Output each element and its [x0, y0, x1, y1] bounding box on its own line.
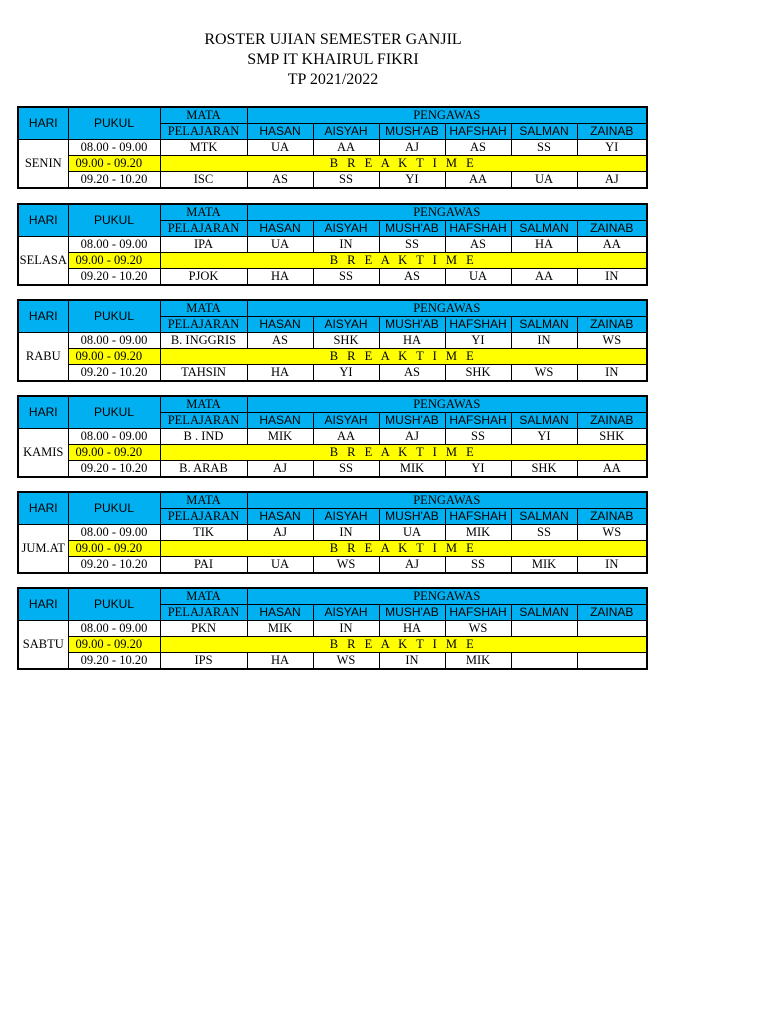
- header-hari: HARI: [18, 492, 68, 525]
- header-pukul: PUKUL: [68, 204, 160, 237]
- proctor-cell: IN: [313, 525, 379, 541]
- header-proctor-mushab: MUSH'AB: [379, 413, 445, 429]
- header-proctor-hasan: HASAN: [247, 124, 313, 140]
- proctor-cell: SS: [313, 461, 379, 478]
- break-label: B R E A K T I M E: [160, 541, 647, 557]
- header-mata: MATA: [160, 588, 247, 605]
- proctor-cell: MIK: [247, 621, 313, 637]
- proctor-cell: [511, 621, 577, 637]
- subject: TAHSIN: [160, 365, 247, 382]
- proctor-cell: AS: [445, 140, 511, 156]
- roster-table-senin: [17, 106, 648, 189]
- header-proctor-hasan: HASAN: [247, 413, 313, 429]
- header-pukul: PUKUL: [68, 107, 160, 140]
- day-name: JUM.AT: [18, 525, 68, 574]
- day-name: KAMIS: [18, 429, 68, 478]
- proctor-cell: WS: [577, 525, 647, 541]
- header-proctor-zainab: ZAINAB: [577, 413, 647, 429]
- proctor-cell: IN: [313, 621, 379, 637]
- slot-time: 09.20 - 10.20: [68, 172, 160, 189]
- proctor-cell: SS: [445, 429, 511, 445]
- roster-table-sabtu: [17, 587, 648, 670]
- header-mata: MATA: [160, 204, 247, 221]
- title-line-3: TP 2021/2022: [287, 71, 379, 88]
- break-label: B R E A K T I M E: [160, 445, 647, 461]
- header-proctor-mushab: MUSH'AB: [379, 605, 445, 621]
- proctor-cell: HA: [511, 237, 577, 253]
- subject: B. ARAB: [160, 461, 247, 478]
- header-mata: MATA: [160, 300, 247, 317]
- proctor-cell: AJ: [379, 429, 445, 445]
- slot-time: 08.00 - 09.00: [68, 140, 160, 156]
- proctor-cell: UA: [511, 172, 577, 189]
- header-pengawas: PENGAWAS: [247, 204, 647, 221]
- header-hari: HARI: [18, 396, 68, 429]
- header-pelajaran: PELAJARAN: [160, 221, 247, 237]
- header-proctor-zainab: ZAINAB: [577, 605, 647, 621]
- subject: B. INGGRIS: [160, 333, 247, 349]
- header-proctor-hafshah: HAFSHAH: [445, 509, 511, 525]
- header-pelajaran: PELAJARAN: [160, 317, 247, 333]
- proctor-cell: [511, 653, 577, 670]
- proctor-cell: HA: [379, 333, 445, 349]
- proctor-cell: AS: [247, 333, 313, 349]
- header-proctor-hafshah: HAFSHAH: [445, 317, 511, 333]
- header-proctor-aisyah: AISYAH: [313, 509, 379, 525]
- proctor-cell: AJ: [247, 461, 313, 478]
- header-proctor-aisyah: AISYAH: [313, 413, 379, 429]
- proctor-cell: MIK: [379, 461, 445, 478]
- proctor-cell: AS: [379, 365, 445, 382]
- proctor-cell: WS: [511, 365, 577, 382]
- proctor-cell: AA: [577, 461, 647, 478]
- proctor-cell: SS: [511, 140, 577, 156]
- break-time: 09.00 - 09.20: [68, 349, 160, 365]
- proctor-cell: YI: [379, 172, 445, 189]
- proctor-cell: UA: [445, 269, 511, 286]
- slot-time: 09.20 - 10.20: [68, 653, 160, 670]
- header-proctor-aisyah: AISYAH: [313, 605, 379, 621]
- break-time: 09.00 - 09.20: [68, 541, 160, 557]
- subject: PKN: [160, 621, 247, 637]
- proctor-cell: AS: [379, 269, 445, 286]
- subject: PAI: [160, 557, 247, 574]
- proctor-cell: IN: [577, 269, 647, 286]
- subject: IPS: [160, 653, 247, 670]
- header-proctor-salman: SALMAN: [511, 413, 577, 429]
- header-proctor-hafshah: HAFSHAH: [445, 413, 511, 429]
- proctor-cell: IN: [313, 237, 379, 253]
- proctor-cell: IN: [511, 333, 577, 349]
- header-proctor-salman: SALMAN: [511, 317, 577, 333]
- proctor-cell: AS: [445, 237, 511, 253]
- break-label: B R E A K T I M E: [160, 349, 647, 365]
- header-proctor-aisyah: AISYAH: [313, 221, 379, 237]
- header-proctor-aisyah: AISYAH: [313, 124, 379, 140]
- proctor-cell: MIK: [445, 525, 511, 541]
- proctor-cell: SHK: [511, 461, 577, 478]
- title-line-2: SMP IT KHAIRUL FIKRI: [247, 51, 419, 68]
- slot-time: 09.20 - 10.20: [68, 557, 160, 574]
- header-proctor-zainab: ZAINAB: [577, 221, 647, 237]
- header-proctor-hasan: HASAN: [247, 317, 313, 333]
- proctor-cell: AJ: [247, 525, 313, 541]
- proctor-cell: AA: [313, 429, 379, 445]
- header-proctor-hafshah: HAFSHAH: [445, 605, 511, 621]
- proctor-cell: SS: [313, 172, 379, 189]
- slot-time: 09.20 - 10.20: [68, 269, 160, 286]
- slot-time: 08.00 - 09.00: [68, 429, 160, 445]
- break-label: B R E A K T I M E: [160, 253, 647, 269]
- header-proctor-hafshah: HAFSHAH: [445, 124, 511, 140]
- header-proctor-zainab: ZAINAB: [577, 124, 647, 140]
- header-hari: HARI: [18, 107, 68, 140]
- proctor-cell: MIK: [511, 557, 577, 574]
- day-name: RABU: [18, 333, 68, 382]
- break-time: 09.00 - 09.20: [68, 445, 160, 461]
- proctor-cell: YI: [445, 461, 511, 478]
- header-pengawas: PENGAWAS: [247, 492, 647, 509]
- header-proctor-mushab: MUSH'AB: [379, 317, 445, 333]
- proctor-cell: AA: [577, 237, 647, 253]
- proctor-cell: UA: [247, 237, 313, 253]
- slot-time: 08.00 - 09.00: [68, 525, 160, 541]
- break-time: 09.00 - 09.20: [68, 253, 160, 269]
- proctor-cell: AJ: [379, 140, 445, 156]
- header-mata: MATA: [160, 396, 247, 413]
- proctor-cell: [577, 653, 647, 670]
- day-name: SENIN: [18, 140, 68, 189]
- proctor-cell: UA: [379, 525, 445, 541]
- proctor-cell: SS: [445, 557, 511, 574]
- header-pukul: PUKUL: [68, 396, 160, 429]
- header-pelajaran: PELAJARAN: [160, 509, 247, 525]
- header-pelajaran: PELAJARAN: [160, 605, 247, 621]
- header-proctor-mushab: MUSH'AB: [379, 221, 445, 237]
- proctor-cell: SHK: [577, 429, 647, 445]
- break-time: 09.00 - 09.20: [68, 156, 160, 172]
- header-pukul: PUKUL: [68, 492, 160, 525]
- proctor-cell: IN: [577, 365, 647, 382]
- proctor-cell: IN: [577, 557, 647, 574]
- subject: MTK: [160, 140, 247, 156]
- proctor-cell: UA: [247, 140, 313, 156]
- proctor-cell: [577, 621, 647, 637]
- subject: B . IND: [160, 429, 247, 445]
- header-proctor-aisyah: AISYAH: [313, 317, 379, 333]
- header-hari: HARI: [18, 204, 68, 237]
- proctor-cell: AJ: [577, 172, 647, 189]
- proctor-cell: SS: [379, 237, 445, 253]
- proctor-cell: UA: [247, 557, 313, 574]
- header-proctor-hasan: HASAN: [247, 605, 313, 621]
- proctor-cell: MIK: [247, 429, 313, 445]
- header-hari: HARI: [18, 300, 68, 333]
- header-proctor-zainab: ZAINAB: [577, 509, 647, 525]
- proctor-cell: WS: [577, 333, 647, 349]
- subject: TIK: [160, 525, 247, 541]
- title-line-1: ROSTER UJIAN SEMESTER GANJIL: [204, 31, 462, 48]
- header-mata: MATA: [160, 492, 247, 509]
- proctor-cell: YI: [511, 429, 577, 445]
- proctor-cell: SHK: [445, 365, 511, 382]
- header-proctor-zainab: ZAINAB: [577, 317, 647, 333]
- proctor-cell: WS: [445, 621, 511, 637]
- proctor-cell: MIK: [445, 653, 511, 670]
- proctor-cell: AS: [247, 172, 313, 189]
- proctor-cell: YI: [577, 140, 647, 156]
- proctor-cell: YI: [445, 333, 511, 349]
- header-hari: HARI: [18, 588, 68, 621]
- header-proctor-hafshah: HAFSHAH: [445, 221, 511, 237]
- header-pengawas: PENGAWAS: [247, 588, 647, 605]
- proctor-cell: AA: [511, 269, 577, 286]
- day-name: SELASA: [18, 237, 68, 286]
- subject: IPA: [160, 237, 247, 253]
- subject: ISC: [160, 172, 247, 189]
- header-proctor-mushab: MUSH'AB: [379, 509, 445, 525]
- proctor-cell: HA: [247, 365, 313, 382]
- proctor-cell: AA: [313, 140, 379, 156]
- header-pukul: PUKUL: [68, 300, 160, 333]
- proctor-cell: AJ: [379, 557, 445, 574]
- roster-table-jumat: [17, 491, 648, 574]
- slot-time: 09.20 - 10.20: [68, 365, 160, 382]
- slot-time: 09.20 - 10.20: [68, 461, 160, 478]
- slot-time: 08.00 - 09.00: [68, 237, 160, 253]
- header-pelajaran: PELAJARAN: [160, 413, 247, 429]
- header-pukul: PUKUL: [68, 588, 160, 621]
- proctor-cell: WS: [313, 653, 379, 670]
- proctor-cell: AA: [445, 172, 511, 189]
- document-title: [0, 30, 666, 90]
- proctor-cell: SS: [313, 269, 379, 286]
- break-label: B R E A K T I M E: [160, 637, 647, 653]
- slot-time: 08.00 - 09.00: [68, 333, 160, 349]
- header-proctor-salman: SALMAN: [511, 124, 577, 140]
- header-mata: MATA: [160, 107, 247, 124]
- header-proctor-salman: SALMAN: [511, 605, 577, 621]
- header-pelajaran: PELAJARAN: [160, 124, 247, 140]
- header-proctor-mushab: MUSH'AB: [379, 124, 445, 140]
- subject: PJOK: [160, 269, 247, 286]
- proctor-cell: HA: [247, 269, 313, 286]
- slot-time: 08.00 - 09.00: [68, 621, 160, 637]
- header-proctor-salman: SALMAN: [511, 509, 577, 525]
- proctor-cell: SHK: [313, 333, 379, 349]
- header-pengawas: PENGAWAS: [247, 396, 647, 413]
- header-proctor-salman: SALMAN: [511, 221, 577, 237]
- roster-table-kamis: [17, 395, 648, 478]
- proctor-cell: YI: [313, 365, 379, 382]
- proctor-cell: SS: [511, 525, 577, 541]
- roster-table-rabu: [17, 299, 648, 382]
- proctor-cell: IN: [379, 653, 445, 670]
- proctor-cell: HA: [247, 653, 313, 670]
- break-time: 09.00 - 09.20: [68, 637, 160, 653]
- proctor-cell: HA: [379, 621, 445, 637]
- day-name: SABTU: [18, 621, 68, 670]
- roster-table-selasa: [17, 203, 648, 286]
- header-proctor-hasan: HASAN: [247, 221, 313, 237]
- break-label: B R E A K T I M E: [160, 156, 647, 172]
- proctor-cell: WS: [313, 557, 379, 574]
- header-pengawas: PENGAWAS: [247, 107, 647, 124]
- header-proctor-hasan: HASAN: [247, 509, 313, 525]
- header-pengawas: PENGAWAS: [247, 300, 647, 317]
